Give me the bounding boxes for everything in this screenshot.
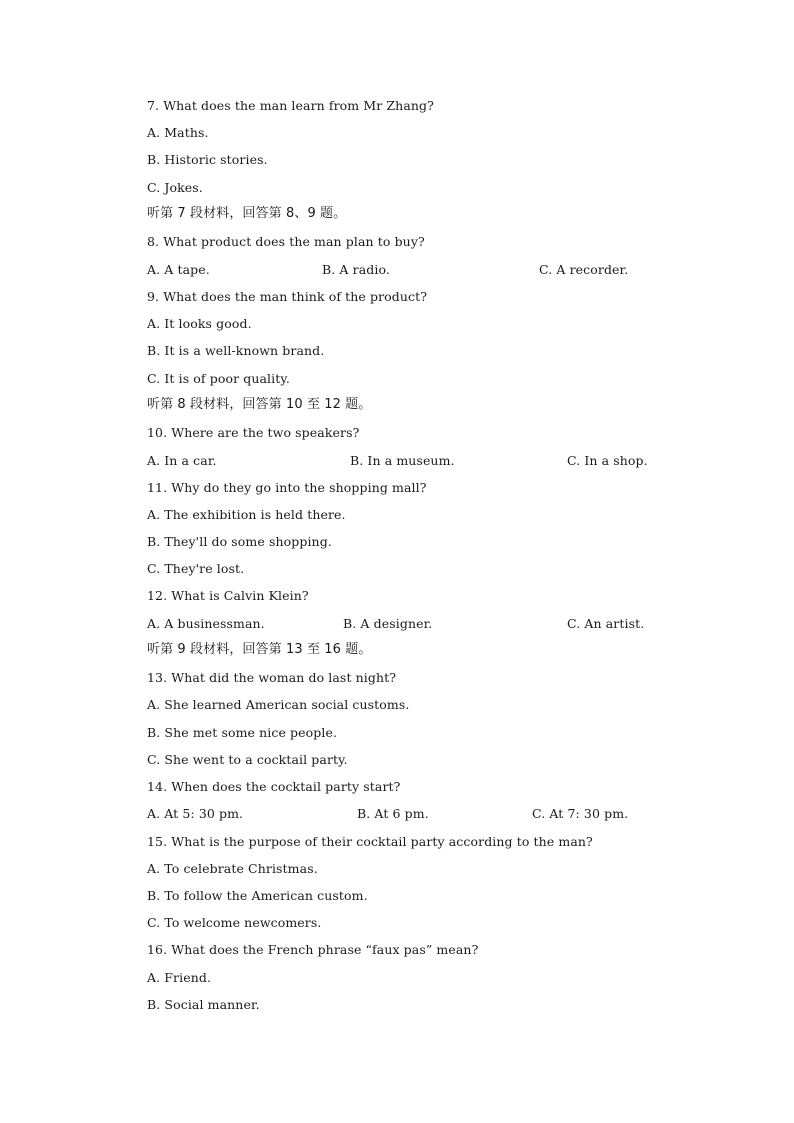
question-10-option-a: A. In a car.	[147, 453, 217, 468]
question-8-option-a: A. A tape.	[147, 262, 210, 277]
question-7-option-b: B. Historic stories.	[147, 152, 268, 167]
question-13: 13. What did the woman do last night?	[147, 670, 397, 685]
question-7: 7. What does the man learn from Mr Zhang?	[147, 98, 434, 113]
question-14: 14. When does the cocktail party start?	[147, 779, 401, 794]
question-8-option-b: B. A radio.	[322, 262, 390, 277]
question-15: 15. What is the purpose of their cocktail party according to the man?	[147, 834, 593, 849]
section-8-instruction: 听第 8 段材料，回答第 10 至 12 题。	[147, 397, 372, 412]
section-7-instruction: 听第 7 段材料，回答第 8、9 题。	[147, 206, 347, 221]
question-12: 12. What is Calvin Klein?	[147, 588, 309, 603]
question-10: 10. Where are the two speakers?	[147, 425, 360, 440]
question-9-option-a: A. It looks good.	[147, 316, 252, 331]
question-14-option-b: B. At 6 pm.	[357, 806, 429, 821]
question-16: 16. What does the French phrase “faux pas” mean?	[147, 942, 479, 957]
question-12-option-b: B. A designer.	[343, 616, 433, 631]
question-13-option-a: A. She learned American social customs.	[147, 697, 410, 712]
question-15-option-a: A. To celebrate Christmas.	[147, 861, 318, 876]
question-15-option-c: C. To welcome newcomers.	[147, 915, 322, 930]
question-11: 11. Why do they go into the shopping mall?	[147, 480, 427, 495]
question-10-option-c: C. In a shop.	[567, 453, 648, 468]
question-12-option-c: C. An artist.	[567, 616, 645, 631]
question-10-option-b: B. In a museum.	[350, 453, 455, 468]
question-11-option-a: A. The exhibition is held there.	[147, 507, 346, 522]
section-9-instruction: 听第 9 段材料，回答第 13 至 16 题。	[147, 642, 372, 657]
question-11-option-c: C. They're lost.	[147, 561, 245, 576]
question-11-option-b: B. They'll do some shopping.	[147, 534, 332, 549]
question-12-option-a: A. A businessman.	[147, 616, 265, 631]
question-14-option-c: C. At 7: 30 pm.	[532, 806, 629, 821]
question-15-option-b: B. To follow the American custom.	[147, 888, 368, 903]
question-13-option-c: C. She went to a cocktail party.	[147, 752, 348, 767]
question-14-option-a: A. At 5: 30 pm.	[147, 806, 244, 821]
question-7-option-a: A. Maths.	[147, 125, 209, 140]
question-16-option-a: A. Friend.	[147, 970, 212, 985]
question-13-option-b: B. She met some nice people.	[147, 725, 338, 740]
question-16-option-b: B. Social manner.	[147, 997, 260, 1012]
question-9-option-b: B. It is a well-known brand.	[147, 343, 325, 358]
question-8: 8. What product does the man plan to buy?	[147, 234, 425, 249]
question-9-option-c: C. It is of poor quality.	[147, 371, 290, 386]
question-7-option-c: C. Jokes.	[147, 180, 203, 195]
question-9: 9. What does the man think of the product?	[147, 289, 428, 304]
question-8-option-c: C. A recorder.	[539, 262, 629, 277]
